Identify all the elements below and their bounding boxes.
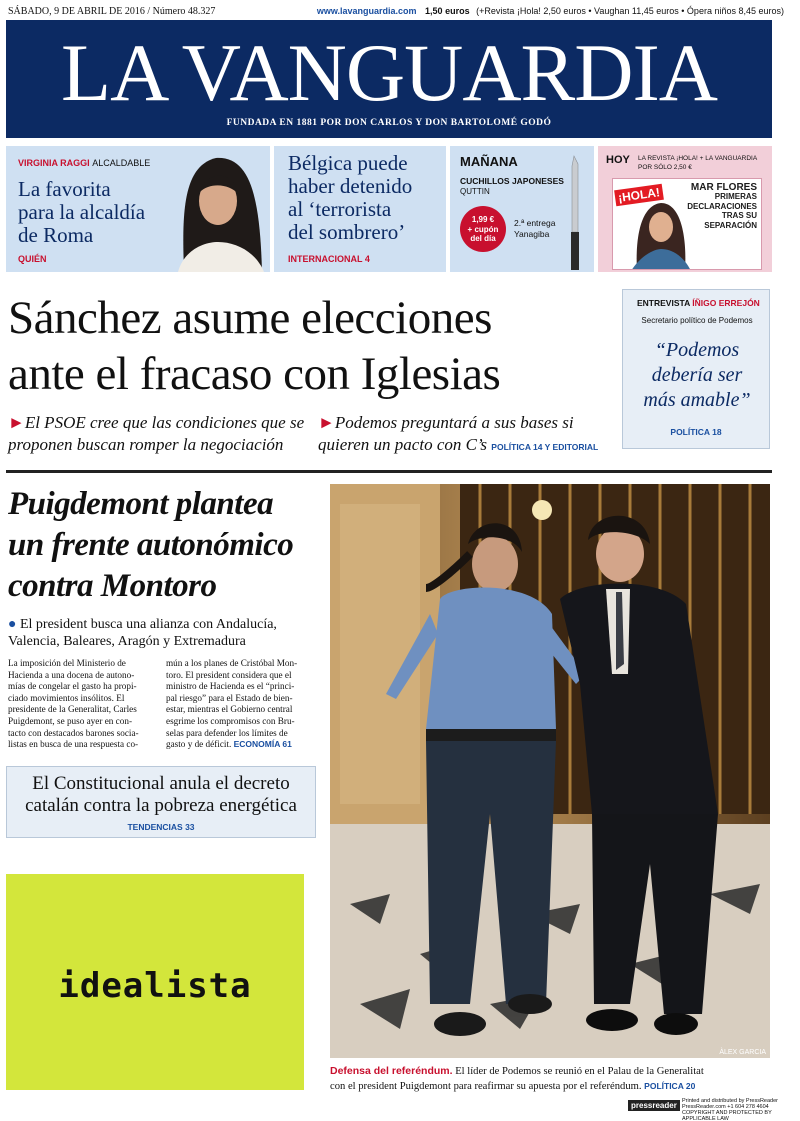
website-link[interactable]: www.lavanguardia.com	[316, 6, 417, 16]
top-info-line	[8, 4, 792, 20]
section-label: POLÍTICA 14 Y EDITORIAL	[491, 442, 599, 452]
headline-line: Bélgica puede	[288, 151, 408, 175]
headline-line: Sánchez asume elecciones	[8, 292, 492, 344]
magazine-cover	[612, 178, 762, 270]
date-issue: SÁBADO, 9 DE ABRIL DE 2016 / Número 48.327	[8, 6, 216, 17]
caption-title: Defensa del referéndum.	[330, 1065, 453, 1077]
masthead	[6, 20, 772, 138]
section-label: POLÍTICA 20	[644, 1081, 696, 1091]
subheadline-psoe	[8, 412, 308, 456]
caption-line: El líder de Podemos se reunió en el Palau de la Generalitat	[455, 1066, 704, 1077]
badge-line: + cupón	[467, 224, 499, 234]
footer-line: PressReader.com +1 604 278 4604	[682, 1104, 769, 1110]
teaser-kicker: MAÑANA	[460, 154, 518, 169]
body-column-1	[8, 658, 158, 751]
headline-line: un frente autonómico	[8, 527, 294, 563]
teaser-headline	[18, 178, 145, 247]
photo-credit: ÀLEX GARCIA	[719, 1049, 766, 1056]
headline-line: del sombrero’	[288, 220, 406, 244]
triangle-bullet-icon: ►	[318, 413, 335, 432]
sub-line: quieren un pacto con C’s	[318, 435, 488, 454]
interview-box[interactable]	[622, 289, 770, 449]
price-info	[317, 6, 784, 16]
body-line: estar, mientras el Gobierno central	[166, 704, 293, 715]
badge-line: del día	[470, 234, 496, 243]
cover-portrait	[631, 197, 691, 270]
interview-quote	[627, 338, 767, 413]
headline-line: La favorita	[18, 177, 111, 201]
section-divider	[6, 470, 772, 473]
sub-line: proponen buscan romper la negociación	[8, 435, 284, 454]
body-line: presidente de la Generalitat, Carles	[8, 704, 137, 715]
cover-line: MAR FLORES	[690, 182, 757, 193]
section-label: INTERNACIONAL 4	[288, 254, 370, 264]
kicker-label: ENTREVISTA	[637, 298, 690, 308]
subheadline-podemos	[318, 412, 618, 458]
delivery-line: Yanagiba	[514, 229, 550, 239]
portrait-photo	[164, 146, 270, 272]
teaser-kicker: HOY	[606, 154, 630, 166]
photo-caption	[330, 1064, 770, 1094]
person-role: ALCALDABLE	[92, 158, 151, 168]
photo-illustration	[330, 484, 770, 1058]
cover-line: PRIMERAS	[714, 192, 757, 202]
headline-line: al ‘terrorista	[288, 197, 392, 221]
sub-line: Podemos preguntará a sus bases si	[334, 413, 574, 432]
magazine-logo: ¡HOLA!	[614, 184, 664, 207]
pressreader-logo: pressreader	[628, 1100, 680, 1111]
body-line: mías de congelar el gasto ha propi-	[8, 681, 137, 692]
lead-summary	[8, 616, 326, 650]
quote-line: debería ser	[651, 364, 743, 386]
promo-brand: QUTTIN	[460, 187, 490, 196]
section-label: ECONOMÍA 61	[233, 739, 292, 750]
summary-line: El president busca una alianza con Andalucía,	[19, 617, 277, 632]
teaser-kicker	[18, 158, 150, 168]
teaser-headline	[288, 152, 412, 244]
body-line: tacto con destacados barones socia-	[8, 727, 139, 738]
newspaper-title: LA VANGUARDIA	[61, 27, 717, 118]
body-line: Puigdemont, se puso ayer en con-	[8, 715, 133, 726]
offer-line: POR SÓLO 2,50 €	[638, 164, 692, 171]
delivery-line: 2.ª entrega	[514, 218, 556, 228]
interviewee-name: ÍÑIGO ERREJÓN	[692, 298, 760, 308]
price-badge	[460, 206, 506, 252]
body-line: esgrime los compromisos con Bru-	[166, 715, 295, 726]
teaser-hoy[interactable]	[598, 146, 772, 272]
issue-number: Número 48.327	[152, 6, 216, 17]
section-label: QUIÉN	[18, 254, 47, 264]
pressreader-footer[interactable]	[628, 1098, 794, 1121]
caption-line: con el president Puigdemont para reafirmar su apuesta por el referéndum.	[330, 1081, 642, 1092]
person-name: VIRGINIA RAGGI	[18, 158, 90, 168]
price: 1,50 euros	[425, 6, 470, 16]
interviewee-role: Secretario político de Podemos	[641, 316, 753, 325]
main-headline[interactable]	[8, 290, 618, 402]
section-label: POLÍTICA 18	[670, 427, 722, 437]
quote-line: más amable”	[643, 389, 751, 411]
headline-line: ante el fracaso con Iglesias	[8, 348, 501, 400]
lead-headline[interactable]	[8, 484, 326, 607]
headline-line: para la alcaldía	[18, 200, 146, 224]
cover-line: SEPARACIÓN	[704, 220, 757, 230]
body-line: La imposición del Ministerio de	[8, 658, 126, 668]
body-line: gasto y de déficit.	[166, 739, 232, 750]
headline-line: catalán contra la pobreza energética	[25, 795, 297, 816]
body-line: ministro de Hacienda es el “princi-	[166, 681, 295, 692]
body-line: Hacienda a una docena de autono-	[8, 669, 135, 680]
promo-delivery	[514, 218, 555, 240]
ad-logo: idealista	[58, 966, 252, 1006]
teaser-raggi[interactable]	[6, 146, 270, 272]
offer-text	[638, 154, 757, 172]
body-line: mún a los planes de Cristóbal Mon-	[166, 658, 298, 668]
summary-line: Valencia, Baleares, Aragón y Extremadura	[8, 634, 246, 649]
headline-line: contra Montoro	[8, 568, 217, 604]
quote-line: “Podemos	[654, 339, 740, 361]
promo-title: CUCHILLOS JAPONESES	[460, 176, 564, 186]
constitutional-box[interactable]	[6, 766, 316, 838]
badge-line: 1,99 €	[471, 215, 495, 224]
footer-line: Printed and distributed by PressReader	[682, 1098, 778, 1104]
cover-line: DECLARACIONES	[687, 201, 757, 211]
section-label: TENDENCIAS 33	[127, 822, 195, 832]
box-headline	[7, 773, 315, 817]
body-line: pal riesgo” para el Estado de bien-	[166, 692, 293, 703]
teaser-belgica[interactable]	[274, 146, 446, 272]
price-extras: (+Revista ¡Hola! 2,50 euros • Vaughan 11,45 euros • Ópera niños 8,45 euros)	[476, 6, 784, 16]
interview-kicker	[637, 298, 760, 308]
footer-line: COPYRIGHT AND PROTECTED BY APPLICABLE LAW	[682, 1110, 772, 1121]
body-line: ciado movimientos insólitos. El	[8, 692, 125, 703]
knife-icon	[566, 154, 584, 272]
edition-date: SÁBADO, 9 DE ABRIL DE 2016	[8, 6, 145, 17]
sub-line: El PSOE cree que las condiciones que se	[24, 413, 305, 432]
body-line: selas para defender los límites de	[166, 727, 288, 738]
triangle-bullet-icon: ►	[8, 413, 25, 432]
headline-line: Puigdemont plantea	[8, 486, 274, 522]
body-line: listas en busca de una respuesta co-	[8, 739, 139, 750]
cover-line: TRAS SU	[721, 211, 757, 221]
footer-text	[682, 1098, 794, 1121]
teaser-manana[interactable]	[450, 146, 594, 272]
headline-line: haber detenido	[288, 174, 413, 198]
headline-line: de Roma	[18, 223, 94, 247]
idealista-ad[interactable]	[6, 874, 304, 1090]
offer-line: LA REVISTA ¡HOLA! + LA VANGUARDIA	[638, 155, 758, 162]
lead-photo	[330, 484, 770, 1058]
founded-line: FUNDADA EN 1881 POR DON CARLOS Y DON BARTOLOMÉ GODÓ	[226, 118, 552, 128]
headline-line: El Constitucional anula el decreto	[32, 773, 290, 794]
cover-text	[687, 183, 757, 230]
body-column-2	[166, 658, 324, 751]
bullet-dot-icon: ●	[8, 617, 17, 632]
body-line: toro. El president considera que el	[166, 669, 292, 680]
